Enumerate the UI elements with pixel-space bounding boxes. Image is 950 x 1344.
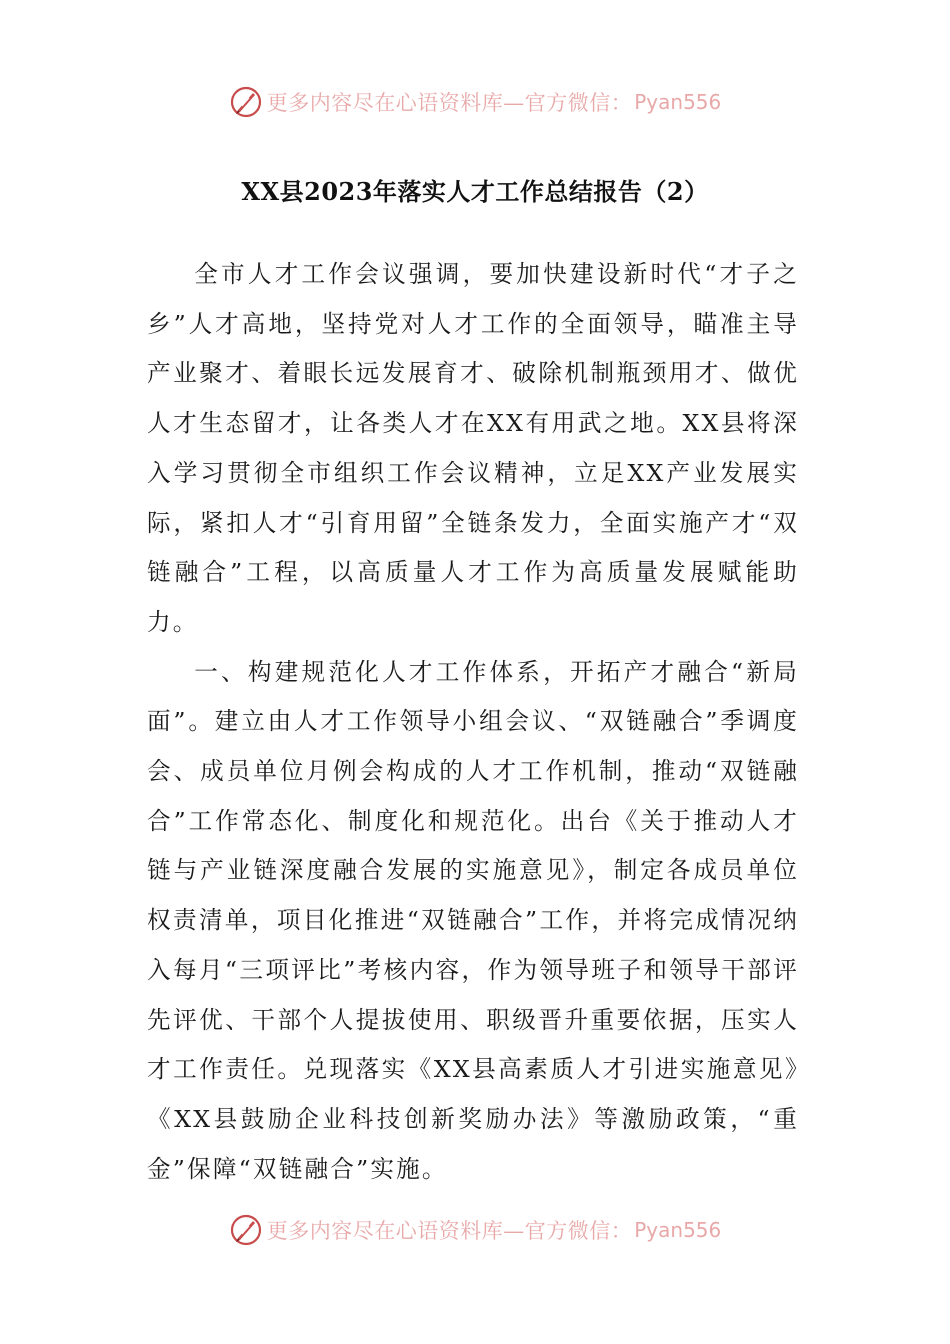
watermark-text: 更多内容尽在心语资料库—官方微信： (266, 91, 633, 115)
document-body (147, 250, 799, 1194)
watermark-text: 更多内容尽在心语资料库—官方微信： (266, 1219, 633, 1243)
watermark-handle: Pyan556 (634, 90, 722, 114)
paragraph-section-one: 一、构建规范化人才工作体系，开拓产才融合“新局面”。建立由人才工作领导小组会议、“双链融合”季调度会、成员单位月例会构成的人才工作机制，推动“双链融合”工作常态化、制度化和规范化。出台《关于推动人才链与产业链深度融合发展的实施意见》，制定各成员单位权责清单，项目化推进“双链融合”工作，并将完成情况纳入每月“三项评比”考核内容，作为领导班子和领导干部评先评优、干部个人提拔使用、职级晋升重要依据，压实人才工作责任。兑现落实《XX县高素质人才引进实施意见》《XX县鼓励企业科技创新奖励办法》等激励政策，“重金”保障“双链融合”实施。 (147, 657, 799, 1183)
document-title: XX县2023年落实人才工作总结报告（2） (241, 177, 709, 206)
paragraph-intro: 全市人才工作会议强调，要加快建设新时代“才子之乡”人才高地，坚持党对人才工作的全面领导，瞄准主导产业聚才、着眼长远发展育才、破除机制瓶颈用才、做优人才生态留才，让各类人才在XX有用武之地。XX县将深入学习贯彻全市组织工作会议精神，立足XX产业发展实际，紧扣人才“引育用留”全链条发力，全面实施产才“双链融合”工程，以高质量人才工作为高质量发展赋能助力。 (147, 260, 799, 636)
quill-pen-logo-icon (229, 85, 263, 119)
footer-watermark (0, 1210, 950, 1250)
quill-pen-logo-icon (229, 1213, 263, 1247)
watermark-handle: Pyan556 (634, 1218, 722, 1242)
header-watermark (0, 82, 950, 122)
